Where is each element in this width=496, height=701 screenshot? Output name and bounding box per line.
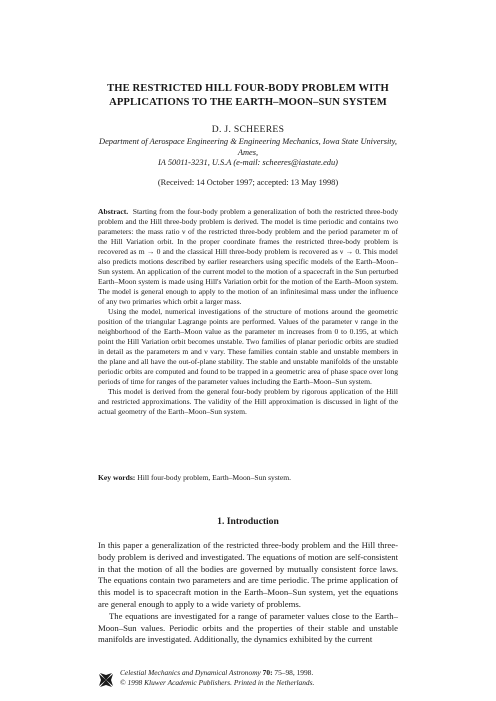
abstract-text-1: Starting from the four-body problem a generalization of both the restricted three-body problem and the Hill three-body problem is derived. The model is time periodic and contains two parameters: the mass ratio ν of the restricted three-body problem and the period parameter m of the Hill Variation orbit. In the proper coordinate frames the restricted three-body problem is recovered as m → 0 and the classical Hill three-body problem is recovered as ν → 0. This model also predicts motions described by earlier researchers using specific models of the Earth–Moon–Sun system. An application of the current model to the motion of a spacecraft in the Sun perturbed Earth–Moon system is made using Hill's Variation orbit for the motion of the Earth–Moon system. The model is general enough to apply to the motion of an infinitesimal mass under the influence of any two primaries which orbit a larger mass. — [98, 207, 398, 306]
copyright-line: © 1998 Kluwer Academic Publishers. Printed in the Netherlands. — [120, 678, 315, 687]
abstract-paragraph-1 — [98, 207, 398, 307]
affiliation-line-1: Department of Aerospace Engineering & Engineering Mechanics, Iowa State University, Ames, — [99, 137, 397, 157]
page-footer — [98, 668, 418, 700]
abstract — [98, 207, 398, 417]
keywords-text: Hill four-body problem, Earth–Moon–Sun system. — [137, 473, 292, 482]
section-heading: 1. Introduction — [217, 516, 279, 527]
abstract-paragraph-3: This model is derived from the general four-body problem by rigorous application of the Hill and restricted approximations. The validity of the Hill approximation is discussed in light of the actual geometry of the Earth–Moon–Sun system. — [98, 387, 398, 416]
paper-title — [60, 82, 436, 110]
affiliation — [90, 137, 406, 169]
title-line-1: THE RESTRICTED HILL FOUR-BODY PROBLEM WITH — [107, 83, 389, 94]
keywords-label: Key words: — [98, 473, 136, 482]
body-paragraph-2: The equations are investigated for a range of parameter values close to the Earth–Moon–Sun values. Periodic orbits and the properties of their stable and unstable manifolds are investigated. Additionally, the dynamics exhibited by the current — [98, 610, 398, 645]
author-name: D. J. SCHEERES — [211, 124, 285, 135]
journal-pages: 75–98, 1998. — [274, 668, 314, 677]
affiliation-line-2: IA 50011-3231, U.S.A (e-mail: scheeres@iastate.edu) — [158, 158, 338, 167]
publisher-logo-icon — [98, 672, 114, 688]
received-dates: (Received: 14 October 1997; accepted: 13 May 1998) — [157, 178, 339, 187]
journal-citation — [120, 668, 314, 678]
footer-text — [120, 668, 314, 688]
title-line-2: APPLICATIONS TO THE EARTH–MOON–SUN SYSTEM — [109, 97, 387, 108]
body-paragraph-1: In this paper a generalization of the restricted three-body problem and the Hill three-body problem is derived and investigated. The equations of motion are self-consistent in that the motion of all the bodies are governed by mutually consistent force laws. The equations contain two parameters and are time periodic. The prime application of this model is to spacecraft motion in the Earth–Moon–Sun system, yet the equations are general enough to apply to a wide variety of problems. — [98, 540, 398, 609]
body-text — [98, 540, 398, 646]
journal-name: Celestial Mechanics and Dynamical Astronomy — [120, 668, 261, 677]
journal-volume: 70: — [262, 668, 273, 677]
abstract-paragraph-2: Using the model, numerical investigations of the structure of motions around the geometric position of the triangular Lagrange points are performed. Values of the parameter ν range in the neighborhood of the Earth–Moon value as the parameter m increases from 0 to 0.195, at which point the Hill Variation orbit becomes unstable. Two families of planar periodic orbits are studied in detail as the parameters m and ν vary. These families contain stable and unstable members in the plane and all have the out-of-plane stability. The stable and unstable manifolds of the unstable periodic orbits are computed and found to be trapped in a geometric area of phase space over long periods of time for ranges of the parameter values including the Earth–Moon–Sun system. — [98, 307, 398, 386]
abstract-label: Abstract. — [98, 207, 129, 216]
keywords — [98, 473, 398, 483]
